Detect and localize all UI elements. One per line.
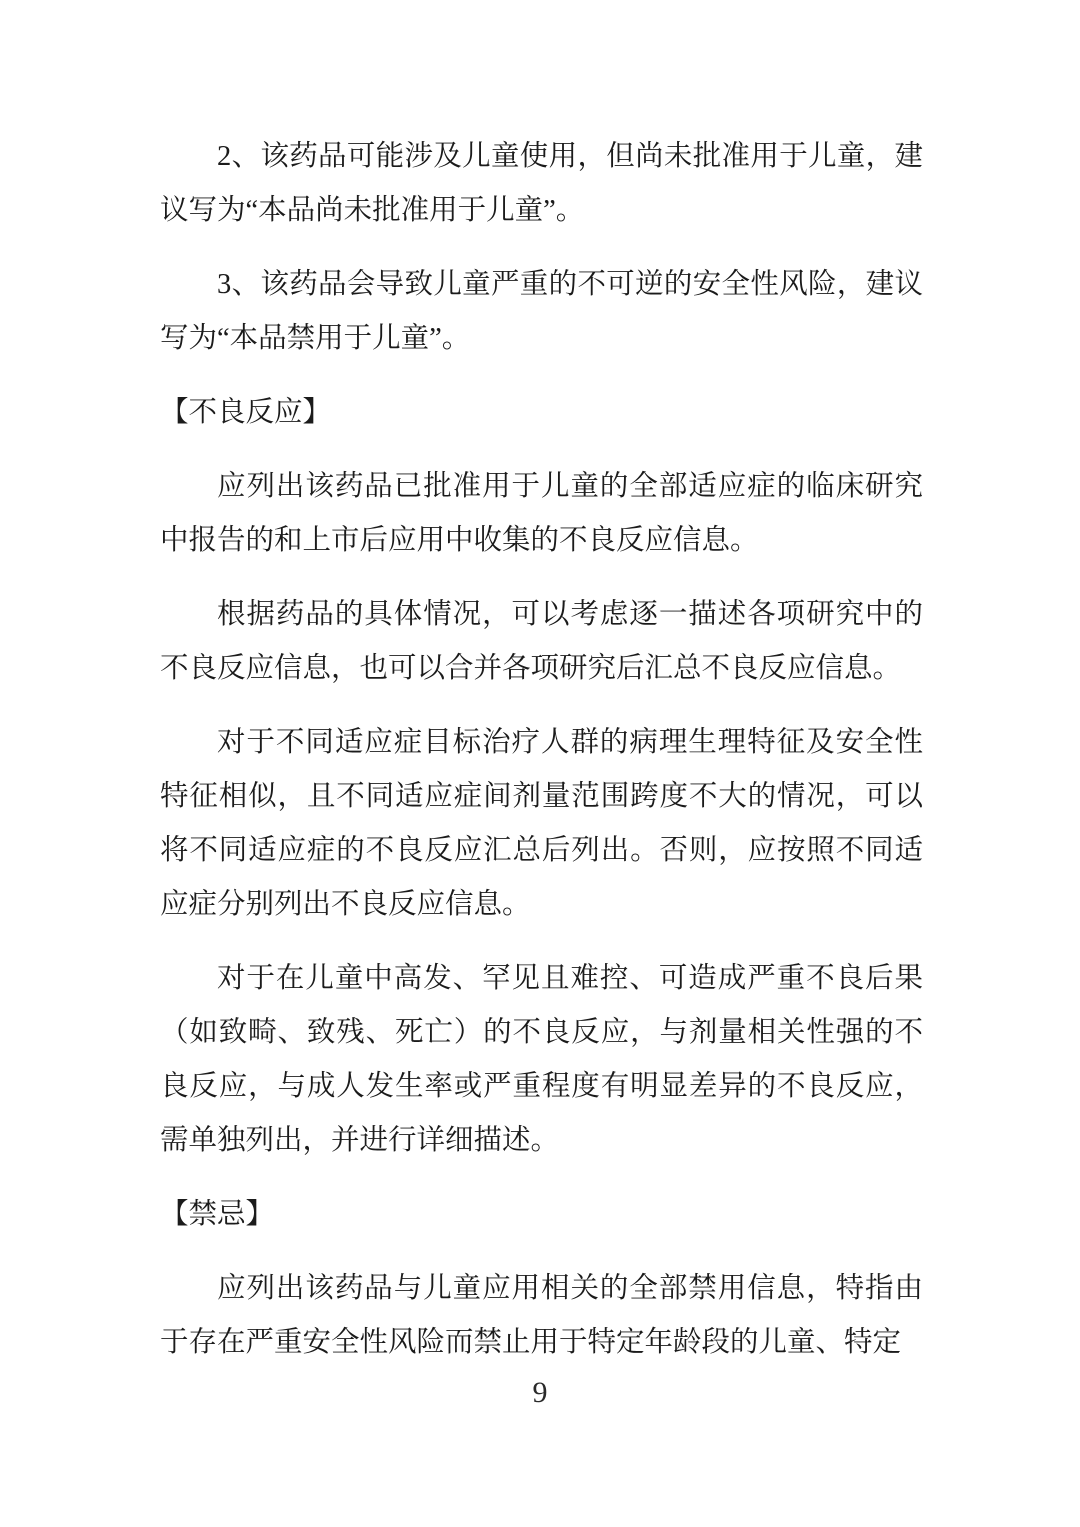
paragraph-contraindications-1: 应列出该药品与儿童应用相关的全部禁用信息，特指由于存在严重安全性风险而禁止用于特定年龄段的儿童、特定 [160,1273,923,1358]
section-heading-adverse-reactions: 【不良反应】 [160,397,332,428]
document-body [160,130,923,1390]
paragraph-adverse-reactions-3: 对于不同适应症目标治疗人群的病理生理特征及安全性特征相似，且不同适应症间剂量范围跨度不大的情况，可以将不同适应症的不良反应汇总后列出。否则，应按照不同适应症分别列出不良反应信息。 [160,727,923,920]
paragraph-adverse-reactions-1: 应列出该药品已批准用于儿童的全部适应症的临床研究中报告的和上市后应用中收集的不良反应信息。 [160,471,923,556]
page-number: 9 [532,1376,548,1409]
paragraph-item-3: 3、该药品会导致儿童严重的不可逆的安全性风险，建议写为“本品禁用于儿童”。 [160,269,923,354]
section-heading-contraindications: 【禁忌】 [160,1199,275,1230]
paragraph-adverse-reactions-4: 对于在儿童中高发、罕见且难控、可造成严重不良后果（如致畸、致残、死亡）的不良反应，与剂量相关性强的不良反应，与成人发生率或严重程度有明显差异的不良反应，需单独列出，并进行详细描述。 [160,963,923,1156]
paragraph-item-2: 2、该药品可能涉及儿童使用，但尚未批准用于儿童，建议写为“本品尚未批准用于儿童”。 [160,141,923,226]
paragraph-adverse-reactions-2: 根据药品的具体情况，可以考虑逐一描述各项研究中的不良反应信息，也可以合并各项研究后汇总不良反应信息。 [160,599,923,684]
